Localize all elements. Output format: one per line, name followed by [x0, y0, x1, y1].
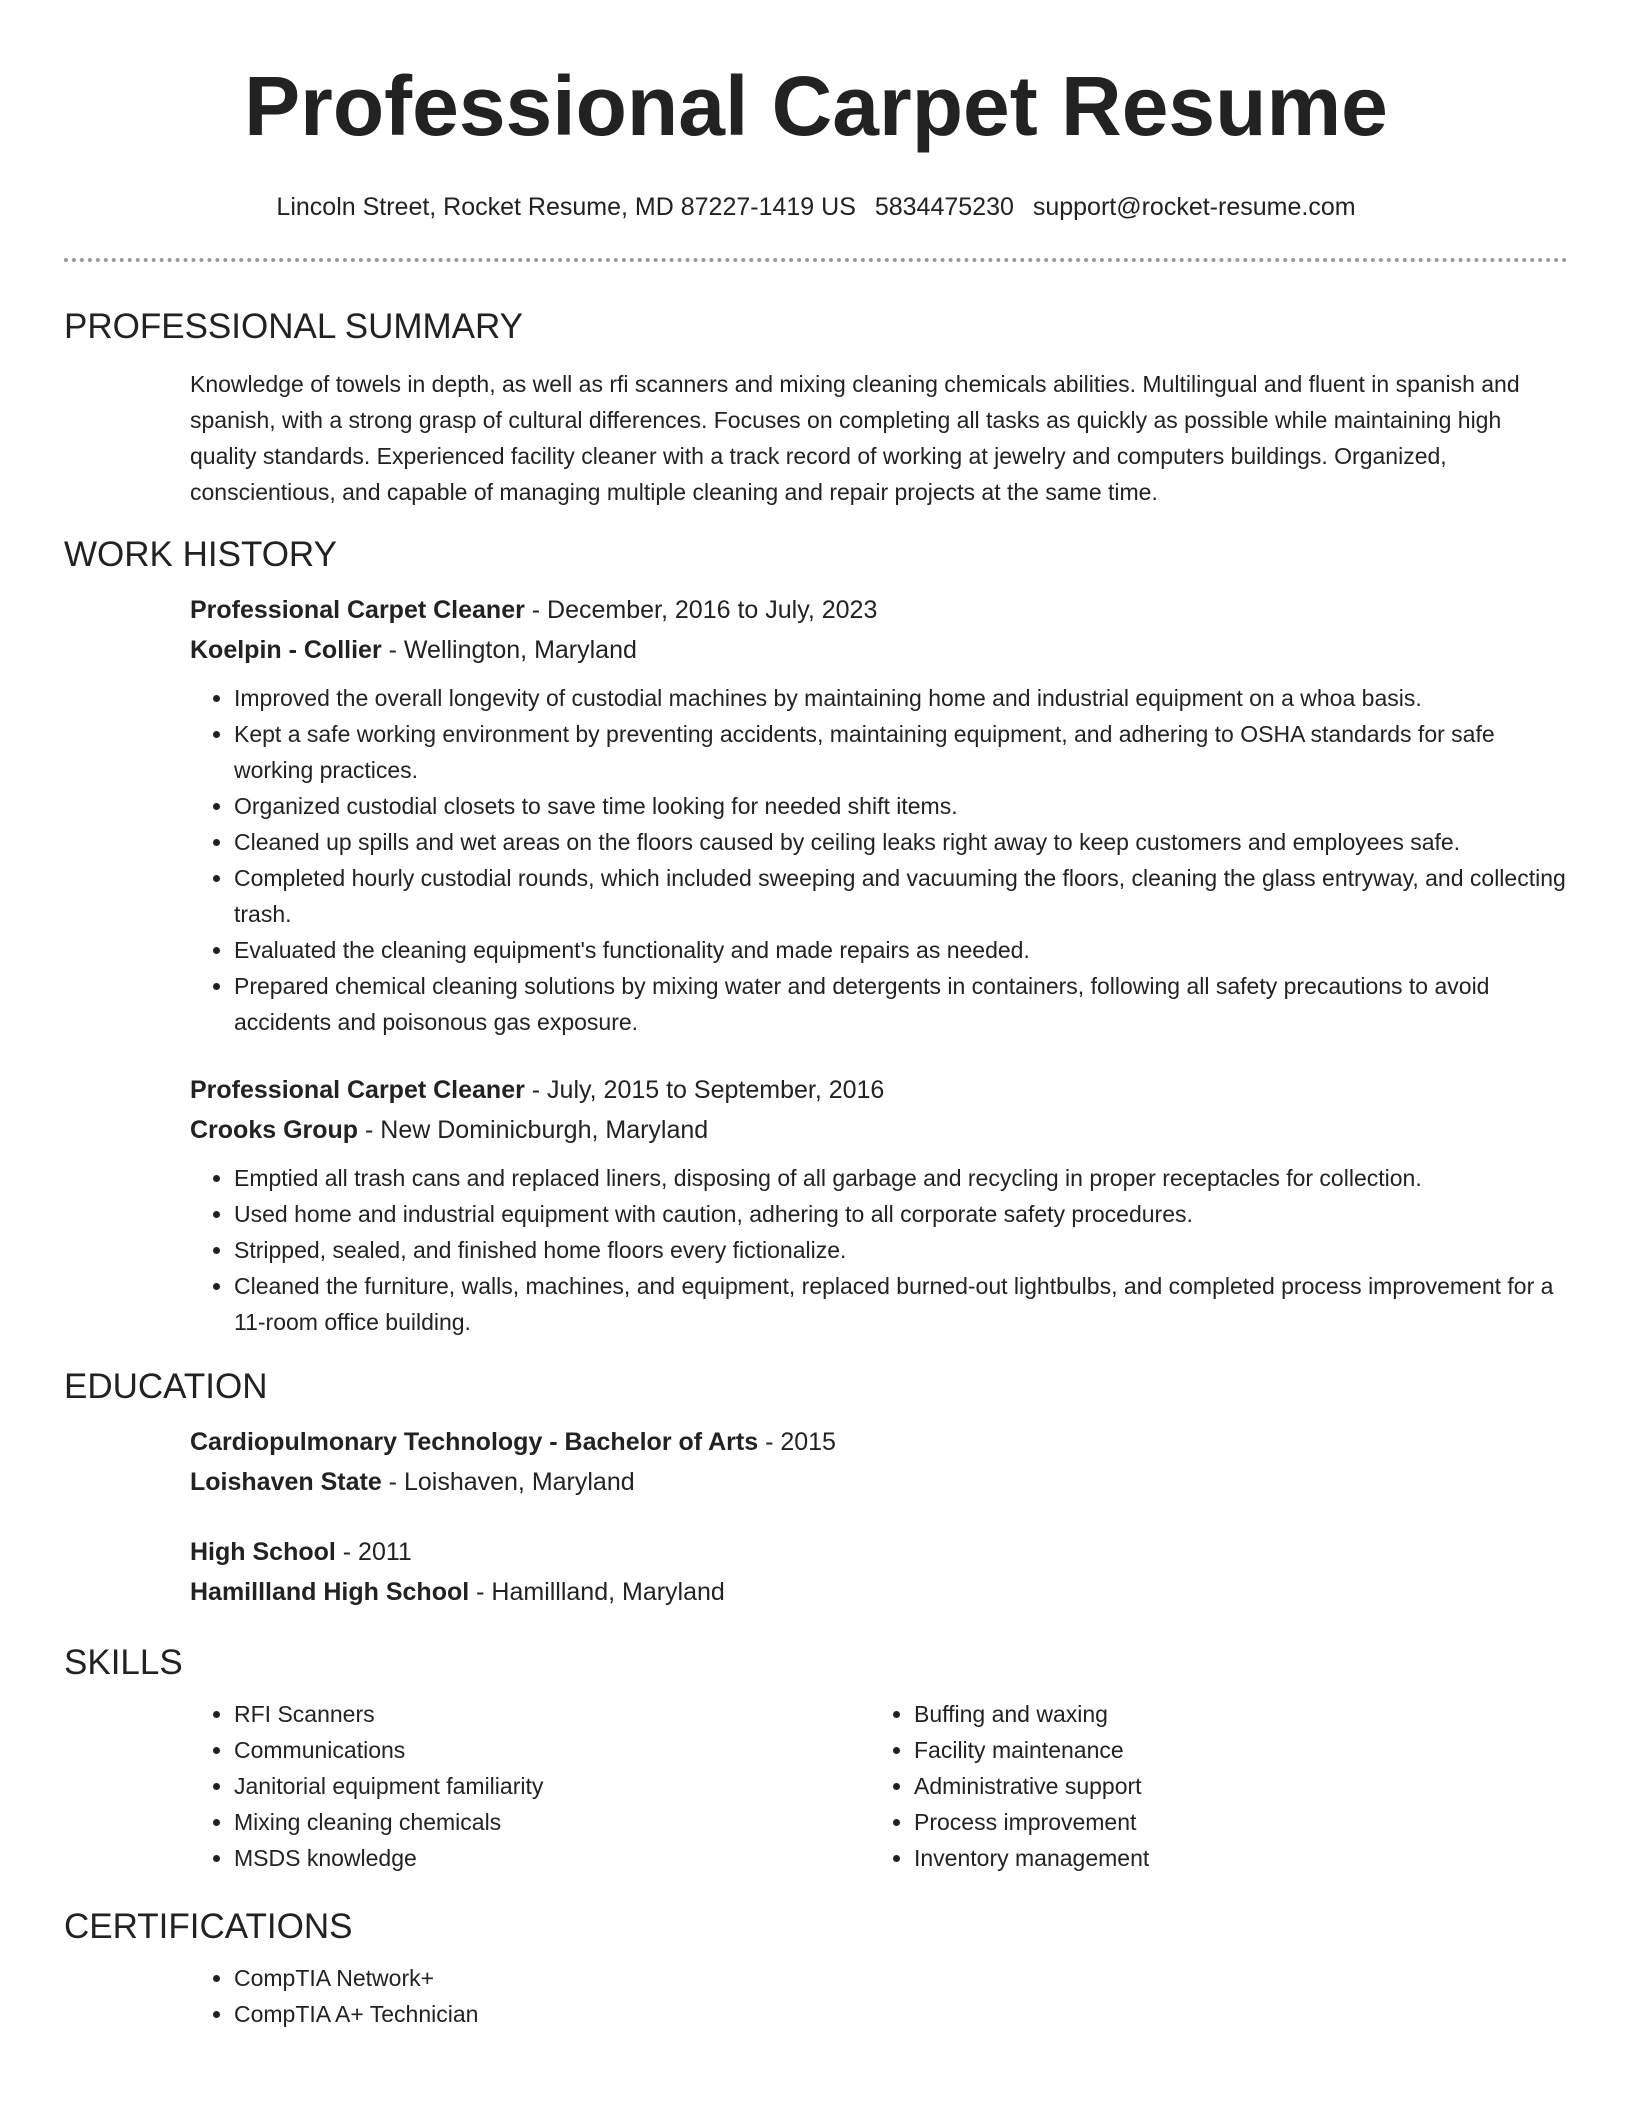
job-dates: - December, 2016 to July, 2023	[524, 596, 878, 624]
list-item: • Kept a safe working environment by preventing accidents, maintaining equipment, and adhering to OSHA standards for safe working practices.	[234, 716, 1568, 788]
education-entry	[190, 1532, 1568, 1612]
list-item: • Improved the overall longevity of custodial machines by maintaining home and industrial equipment on a whoa basis.	[234, 680, 1568, 716]
resume-title: Professional Carpet Resume	[244, 59, 1388, 153]
education-year: - 2011	[335, 1538, 412, 1566]
job-company-line	[190, 1110, 1568, 1150]
education-degree-line	[190, 1532, 1568, 1572]
education-year: - 2015	[758, 1428, 836, 1456]
list-item: • Completed hourly custodial rounds, which included sweeping and vacuuming the floors, cleaning the glass entryway, and collecting trash.	[234, 860, 1568, 932]
list-item: • Prepared chemical cleaning solutions by mixing water and detergents in containers, following all safety precautions to avoid accidents and poisonous gas exposure.	[234, 968, 1568, 1040]
skills-heading: SKILLS	[64, 1643, 183, 1682]
list-item: • Mixing cleaning chemicals	[234, 1804, 870, 1840]
list-item: • Buffing and waxing	[914, 1696, 1550, 1732]
education-school-line	[190, 1462, 1568, 1502]
list-item: • CompTIA A+ Technician	[234, 1996, 1568, 2032]
education-location: - Loishaven, Maryland	[381, 1468, 635, 1496]
work-history-heading: WORK HISTORY	[64, 535, 337, 574]
job-company: Crooks Group	[190, 1116, 359, 1144]
job-company-line	[190, 630, 1568, 670]
contact-address: Lincoln Street, Rocket Resume, MD 87227-1419 US	[276, 193, 856, 221]
education-degree: Cardiopulmonary Technology - Bachelor of Arts	[190, 1428, 759, 1456]
list-item: • Emptied all trash cans and replaced liners, disposing of all garbage and recycling in proper receptacles for collection.	[234, 1160, 1568, 1196]
job-entry	[190, 1070, 1568, 1340]
job-dates: - July, 2015 to September, 2016	[524, 1076, 885, 1104]
list-item: • MSDS knowledge	[234, 1840, 870, 1876]
skills-column-right	[870, 1696, 1550, 1876]
list-item: • Stripped, sealed, and finished home floors every fictionalize.	[234, 1232, 1568, 1268]
education-heading: EDUCATION	[64, 1367, 268, 1406]
skills-column-left	[190, 1696, 870, 1876]
job-location: - Wellington, Maryland	[381, 636, 637, 664]
list-item: • Facility maintenance	[914, 1732, 1550, 1768]
certifications-heading: CERTIFICATIONS	[64, 1907, 353, 1946]
job-bullets	[190, 680, 1568, 1040]
job-location: - New Dominicburgh, Maryland	[358, 1116, 709, 1144]
header-divider	[64, 258, 1568, 262]
list-item: • Communications	[234, 1732, 870, 1768]
education-section	[190, 1422, 1568, 1612]
list-item: • Organized custodial closets to save time looking for needed shift items.	[234, 788, 1568, 824]
job-company: Koelpin - Collier	[190, 636, 382, 664]
job-title-line	[190, 1070, 1568, 1110]
job-title-line	[190, 590, 1568, 630]
contact-line	[64, 192, 1568, 222]
list-item: • CompTIA Network+	[234, 1960, 1568, 1996]
list-item: • RFI Scanners	[234, 1696, 870, 1732]
job-role: Professional Carpet Cleaner	[190, 596, 525, 624]
certifications-list	[190, 1960, 1568, 2032]
education-degree: High School	[190, 1538, 336, 1566]
summary-heading: PROFESSIONAL SUMMARY	[64, 307, 523, 346]
list-item: • Administrative support	[914, 1768, 1550, 1804]
education-school-line	[190, 1572, 1568, 1612]
skills-section	[190, 1696, 1568, 1876]
list-item: • Cleaned up spills and wet areas on the floors caused by ceiling leaks right away to keep customers and employees safe.	[234, 824, 1568, 860]
summary-section	[190, 366, 1568, 510]
certifications-section	[190, 1960, 1568, 2032]
job-bullets	[190, 1160, 1568, 1340]
list-item: • Janitorial equipment familiarity	[234, 1768, 870, 1804]
education-school: Loishaven State	[190, 1468, 382, 1496]
education-entry	[190, 1422, 1568, 1502]
education-location: - Hamillland, Maryland	[469, 1578, 725, 1606]
list-item: • Cleaned the furniture, walls, machines, and equipment, replaced burned-out lightbulbs, and completed process improvement for a 11-room office building.	[234, 1268, 1568, 1340]
list-item: • Inventory management	[914, 1840, 1550, 1876]
list-item: • Used home and industrial equipment with caution, adhering to all corporate safety procedures.	[234, 1196, 1568, 1232]
work-history-section	[190, 590, 1568, 1340]
list-item: • Process improvement	[914, 1804, 1550, 1840]
summary-text: Knowledge of towels in depth, as well as rfi scanners and mixing cleaning chemicals abilities. Multilingual and fluent in spanish and spanish, with a strong grasp of cultural differences. Focuses on completing all tasks as quickly as possible while maintaining high quality standards. Experienced facility cleaner with a track record of working at jewelry and computers buildings. Organized, conscientious, and capable of managing multiple cleaning and repair projects at the same time.	[190, 371, 1520, 505]
list-item: • Evaluated the cleaning equipment's functionality and made repairs as needed.	[234, 932, 1568, 968]
job-role: Professional Carpet Cleaner	[190, 1076, 525, 1104]
education-school: Hamillland High School	[190, 1578, 470, 1606]
contact-email: support@rocket-resume.com	[1032, 193, 1356, 221]
education-degree-line	[190, 1422, 1568, 1462]
contact-phone: 5834475230	[874, 193, 1014, 221]
job-entry	[190, 590, 1568, 1040]
skills-list	[870, 1696, 1550, 1876]
skills-list	[190, 1696, 870, 1876]
